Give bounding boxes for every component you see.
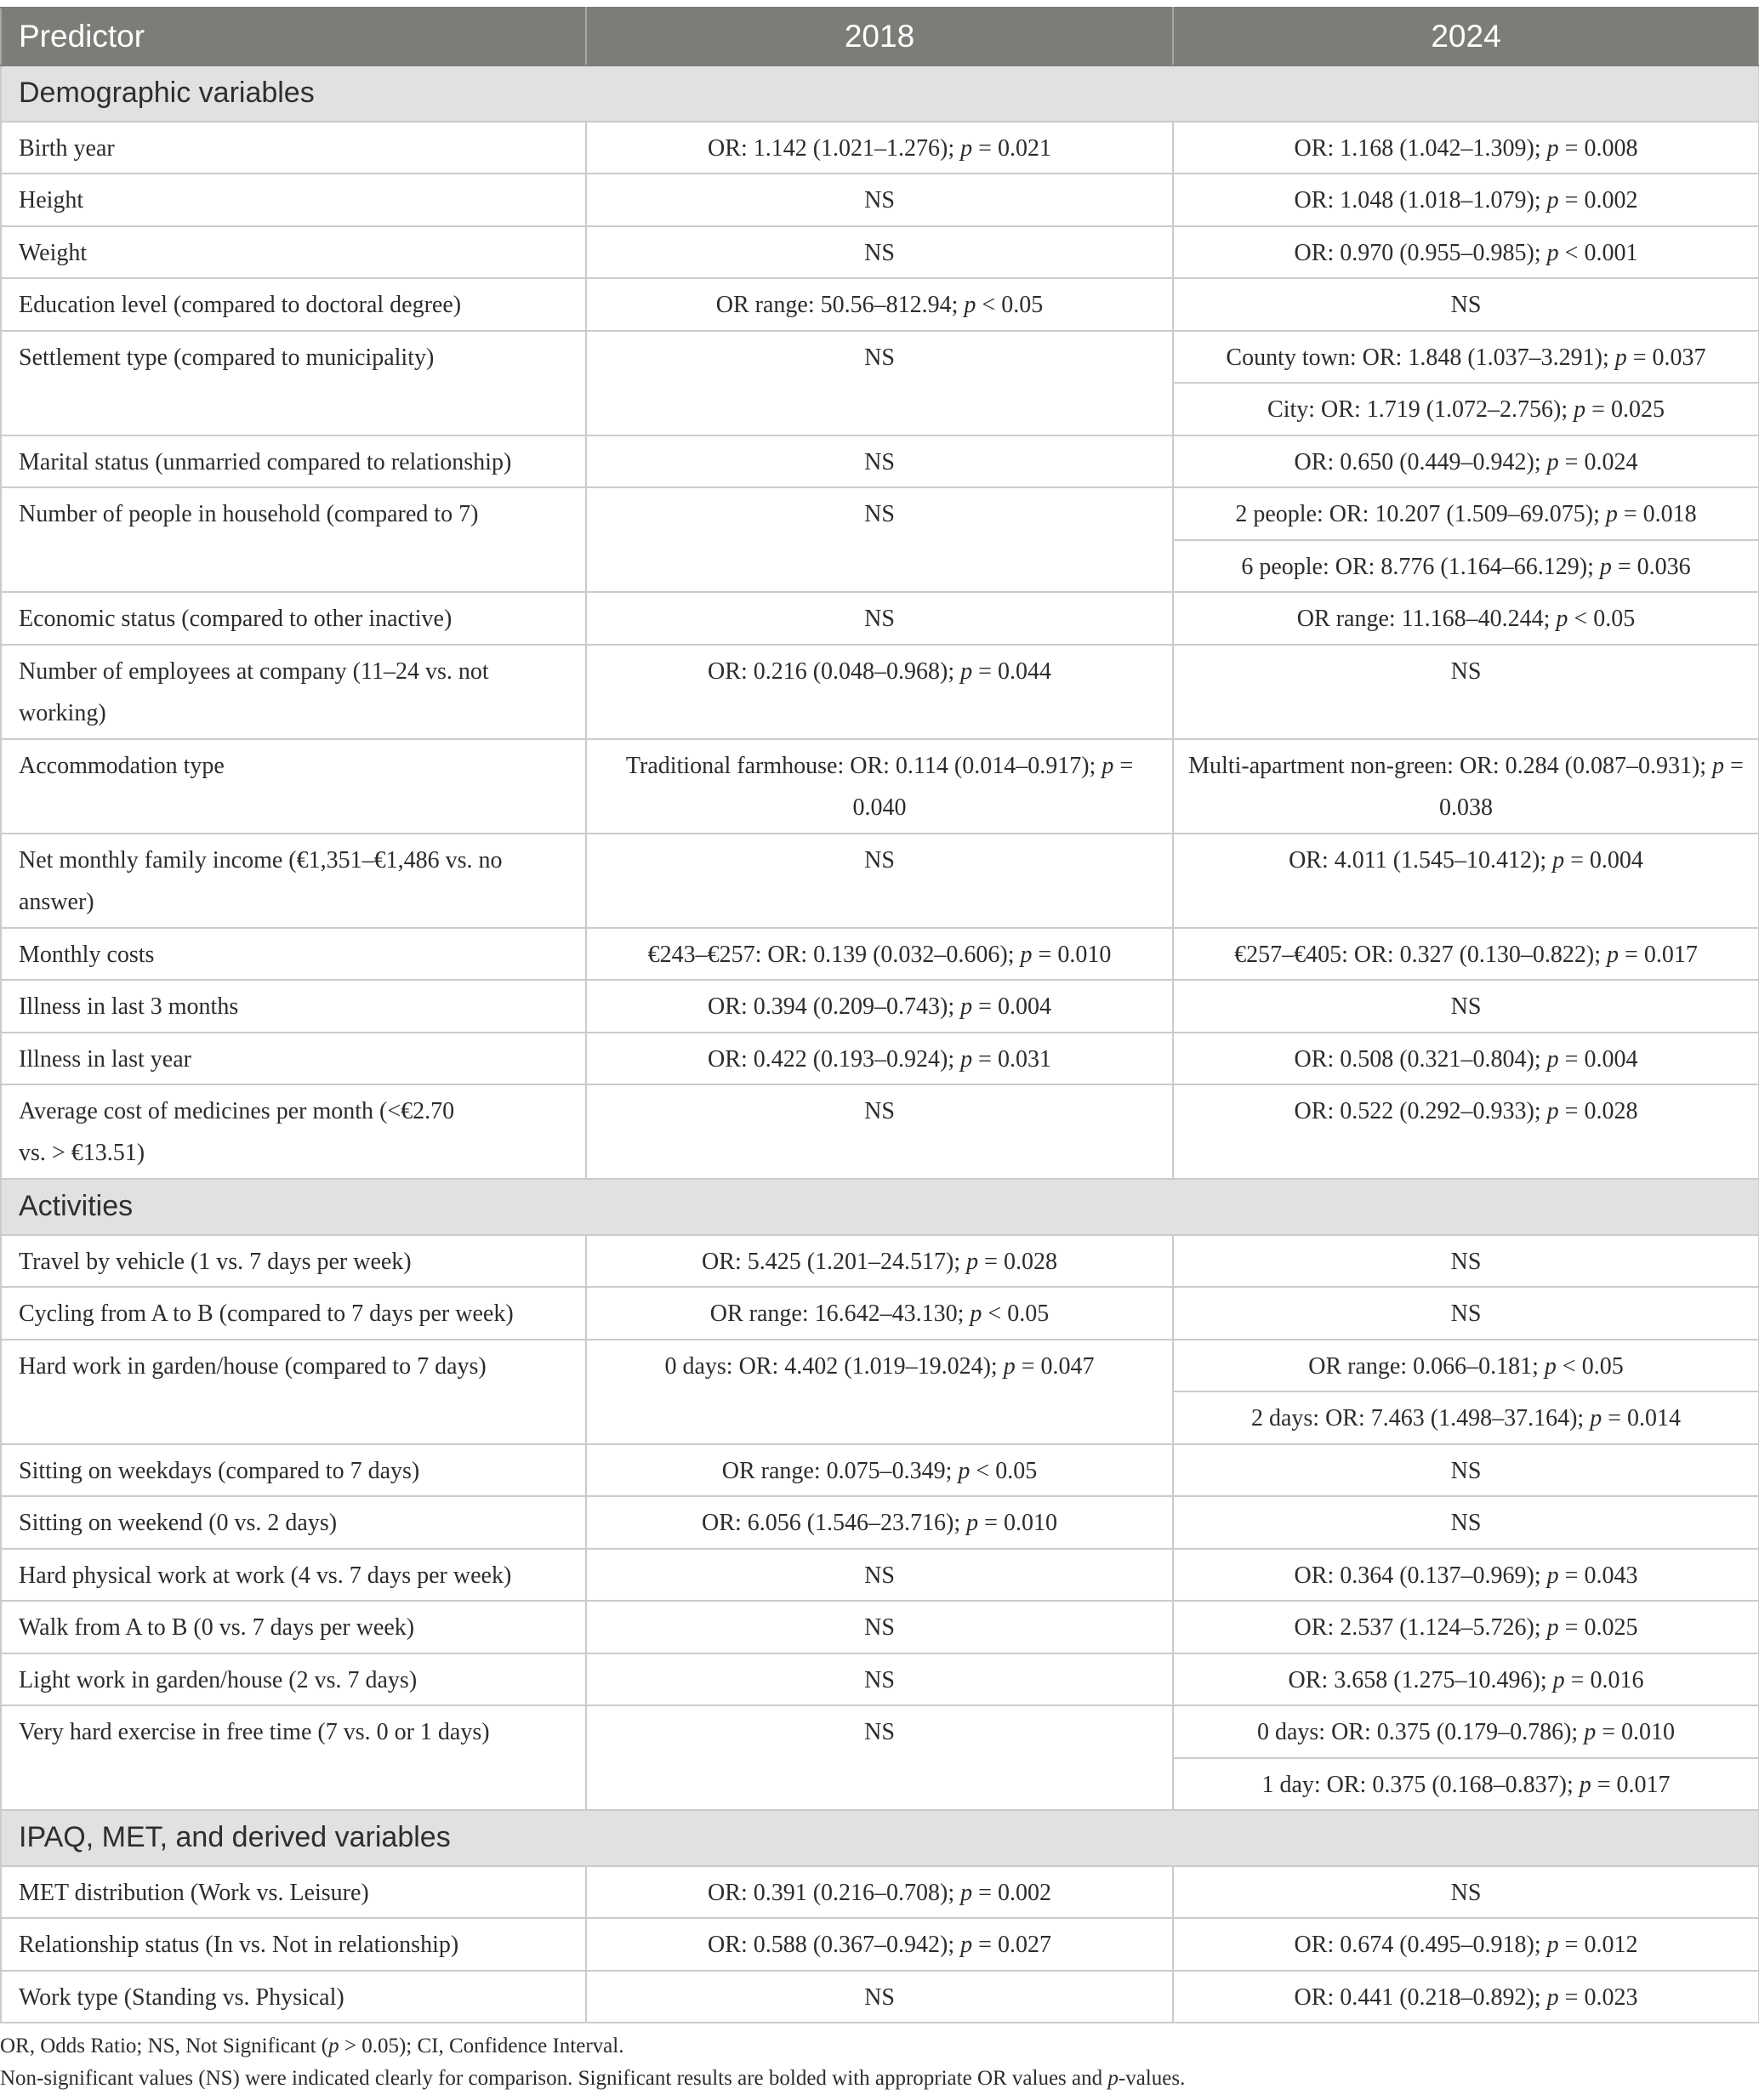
results-table (0, 7, 1759, 2023)
table-row (1, 278, 1759, 331)
table-row (1, 1084, 1759, 1179)
value-2024-cell: 2 people: OR: 10.207 (1.509–69.075); p = 0.018 (1173, 487, 1759, 540)
value-2024-cell: 0 days: OR: 0.375 (0.179–0.786); p = 0.010 (1173, 1705, 1759, 1758)
value-2018-cell: NS (586, 487, 1173, 592)
table-row (1, 1287, 1759, 1340)
table-row (1, 739, 1759, 834)
predictor-cell: Settlement type (compared to municipality) (1, 331, 586, 435)
value-2018-cell: NS (586, 435, 1173, 488)
value-2018-cell: OR range: 50.56–812.94; p < 0.05 (586, 278, 1173, 331)
predictor-cell: Sitting on weekdays (compared to 7 days) (1, 1444, 586, 1497)
table-row (1, 645, 1759, 739)
predictor-cell: Illness in last year (1, 1033, 586, 1085)
value-2018-cell: OR: 1.142 (1.021–1.276); p = 0.021 (586, 122, 1173, 174)
value-2024-cell: NS (1173, 1496, 1759, 1549)
value-2024-cell: NS (1173, 1287, 1759, 1340)
table-row (1, 1705, 1759, 1758)
footnote-note: Non-significant values (NS) were indicated clearly for comparison. Significant results are bolded with appropriate OR values and p-values. (0, 2067, 1186, 2090)
table-row (1, 1444, 1759, 1497)
table-row (1, 174, 1759, 226)
predictor-cell: Illness in last 3 months (1, 980, 586, 1033)
predictor-cell: Birth year (1, 122, 586, 174)
table-row (1, 226, 1759, 279)
value-2024-cell: OR: 0.522 (0.292–0.933); p = 0.028 (1173, 1084, 1759, 1179)
predictor-cell: Travel by vehicle (1 vs. 7 days per week) (1, 1235, 586, 1288)
value-2024-cell: NS (1173, 1235, 1759, 1288)
table-row (1, 1235, 1759, 1288)
predictor-cell: Net monthly family income (€1,351–€1,486 vs. no answer) (1, 834, 586, 928)
value-2018-cell: NS (586, 834, 1173, 928)
table-row (1, 928, 1759, 981)
predictor-cell: Number of people in household (compared to 7) (1, 487, 586, 592)
value-2024-cell: OR: 4.011 (1.545–10.412); p = 0.004 (1173, 834, 1759, 928)
value-2018-cell: OR: 5.425 (1.201–24.517); p = 0.028 (586, 1235, 1173, 1288)
value-2018-cell: OR: 0.391 (0.216–0.708); p = 0.002 (586, 1866, 1173, 1919)
predictor-cell: Sitting on weekend (0 vs. 2 days) (1, 1496, 586, 1549)
table-row (1, 122, 1759, 174)
value-2018-cell: OR range: 0.075–0.349; p < 0.05 (586, 1444, 1173, 1497)
value-2018-cell: NS (586, 1705, 1173, 1810)
predictor-cell: Number of employees at company (11–24 vs. not working) (1, 645, 586, 739)
value-2018-cell: NS (586, 1549, 1173, 1602)
header-2018: 2018 (586, 8, 1173, 65)
predictor-text: Average cost of medicines per month (<€2.70 vs. > €13.51) (19, 1098, 455, 1166)
table-row (1, 435, 1759, 488)
value-2024-cell: OR: 0.364 (0.137–0.969); p = 0.043 (1173, 1549, 1759, 1602)
value-2024-cell: City: OR: 1.719 (1.072–2.756); p = 0.025 (1173, 383, 1759, 435)
value-2018-cell (586, 739, 1173, 834)
value-2018-cell: NS (586, 1084, 1173, 1179)
value-2024-cell: NS (1173, 1866, 1759, 1919)
predictor-cell: Relationship status (In vs. Not in relationship) (1, 1918, 586, 1971)
value-2024-cell: County town: OR: 1.848 (1.037–3.291); p = 0.037 (1173, 331, 1759, 384)
predictor-cell: Education level (compared to doctoral degree) (1, 278, 586, 331)
value-2024-cell: OR range: 0.066–0.181; p < 0.05 (1173, 1340, 1759, 1392)
value-2024-cell: €257–€405: OR: 0.327 (0.130–0.822); p = 0.017 (1173, 928, 1759, 981)
footnote-abbreviations: OR, Odds Ratio; NS, Not Significant (p > 0.05); CI, Confidence Interval. (0, 2035, 624, 2057)
value-2018-cell: OR: 0.588 (0.367–0.942); p = 0.027 (586, 1918, 1173, 1971)
header-row (1, 8, 1759, 65)
value-2024-cell: OR: 0.508 (0.321–0.804); p = 0.004 (1173, 1033, 1759, 1085)
table-row (1, 1866, 1759, 1919)
value-2018-cell: OR: 0.216 (0.048–0.968); p = 0.044 (586, 645, 1173, 739)
predictor-cell: Work type (Standing vs. Physical) (1, 1971, 586, 2023)
section-row (1, 1810, 1759, 1866)
table-row (1, 487, 1759, 540)
value-2024-cell: 6 people: OR: 8.776 (1.164–66.129); p = 0.036 (1173, 540, 1759, 593)
section-row (1, 1179, 1759, 1235)
value-2018-cell: OR: 0.422 (0.193–0.924); p = 0.031 (586, 1033, 1173, 1085)
table-row (1, 1033, 1759, 1085)
value-2024-cell: OR: 0.441 (0.218–0.892); p = 0.023 (1173, 1971, 1759, 2023)
value-2024-cell: OR: 2.537 (1.124–5.726); p = 0.025 (1173, 1601, 1759, 1653)
value-2018-text: Traditional farmhouse: OR: 0.114 (0.014–0.917); p = 0.040 (625, 752, 1134, 821)
predictor-cell: Weight (1, 226, 586, 279)
value-2018-cell: NS (586, 226, 1173, 279)
table-row (1, 331, 1759, 384)
value-2018-cell: OR: 0.394 (0.209–0.743); p = 0.004 (586, 980, 1173, 1033)
predictor-cell: Height (1, 174, 586, 226)
table-row (1, 1918, 1759, 1971)
value-2024-cell: Multi-apartment non-green: OR: 0.284 (0.087–0.931); p = 0.038 (1173, 739, 1759, 834)
predictor-cell: Cycling from A to B (compared to 7 days per week) (1, 1287, 586, 1340)
section-header-activities: Activities (1, 1179, 1759, 1235)
header-predictor: Predictor (1, 8, 586, 65)
value-2018-cell: OR: 6.056 (1.546–23.716); p = 0.010 (586, 1496, 1173, 1549)
value-2018-cell: 0 days: OR: 4.402 (1.019–19.024); p = 0.047 (586, 1340, 1173, 1444)
table-row (1, 980, 1759, 1033)
table-row (1, 1601, 1759, 1653)
section-header-demographic: Demographic variables (1, 65, 1759, 122)
value-2024-cell: OR range: 11.168–40.244; p < 0.05 (1173, 592, 1759, 645)
value-2024-cell: NS (1173, 1444, 1759, 1497)
table-row (1, 1496, 1759, 1549)
predictor-cell: MET distribution (Work vs. Leisure) (1, 1866, 586, 1919)
value-2024-cell: NS (1173, 980, 1759, 1033)
predictor-cell: Light work in garden/house (2 vs. 7 days) (1, 1653, 586, 1706)
value-2024-cell: OR: 3.658 (1.275–10.496); p = 0.016 (1173, 1653, 1759, 1706)
value-2024-cell: OR: 0.650 (0.449–0.942); p = 0.024 (1173, 435, 1759, 488)
predictor-cell: Hard work in garden/house (compared to 7 days) (1, 1340, 586, 1444)
value-2018-cell: NS (586, 1971, 1173, 2023)
predictor-cell: Economic status (compared to other inactive) (1, 592, 586, 645)
value-2018-cell: NS (586, 1653, 1173, 1706)
table-row (1, 1971, 1759, 2023)
predictor-cell: Hard physical work at work (4 vs. 7 days per week) (1, 1549, 586, 1602)
table-row (1, 834, 1759, 928)
predictor-cell: Accommodation type (1, 739, 586, 834)
table-row (1, 1340, 1759, 1392)
value-2024-cell: OR: 0.970 (0.955–0.985); p < 0.001 (1173, 226, 1759, 279)
value-2024-cell: NS (1173, 278, 1759, 331)
section-row (1, 65, 1759, 122)
predictor-cell (1, 1084, 586, 1179)
value-2018-cell: NS (586, 174, 1173, 226)
table-row (1, 1549, 1759, 1602)
table-footnotes (0, 2030, 1759, 2095)
predictor-cell: Marital status (unmarried compared to relationship) (1, 435, 586, 488)
table-row (1, 592, 1759, 645)
predictor-cell: Very hard exercise in free time (7 vs. 0 or 1 days) (1, 1705, 586, 1810)
value-2024-cell: 2 days: OR: 7.463 (1.498–37.164); p = 0.014 (1173, 1391, 1759, 1444)
value-2018-cell: NS (586, 1601, 1173, 1653)
predictor-cell: Monthly costs (1, 928, 586, 981)
value-2024-cell: NS (1173, 645, 1759, 739)
section-header-ipaq: IPAQ, MET, and derived variables (1, 1810, 1759, 1866)
value-2024-cell: OR: 1.168 (1.042–1.309); p = 0.008 (1173, 122, 1759, 174)
value-2024-cell: OR: 1.048 (1.018–1.079); p = 0.002 (1173, 174, 1759, 226)
table-row (1, 1653, 1759, 1706)
value-2024-cell: OR: 0.674 (0.495–0.918); p = 0.012 (1173, 1918, 1759, 1971)
value-2018-cell: NS (586, 331, 1173, 435)
predictor-cell: Walk from A to B (0 vs. 7 days per week) (1, 1601, 586, 1653)
value-2018-cell: OR range: 16.642–43.130; p < 0.05 (586, 1287, 1173, 1340)
value-2018-cell: €243–€257: OR: 0.139 (0.032–0.606); p = 0.010 (586, 928, 1173, 981)
header-2024: 2024 (1173, 8, 1759, 65)
value-2024-cell: 1 day: OR: 0.375 (0.168–0.837); p = 0.017 (1173, 1758, 1759, 1811)
value-2018-cell: NS (586, 592, 1173, 645)
